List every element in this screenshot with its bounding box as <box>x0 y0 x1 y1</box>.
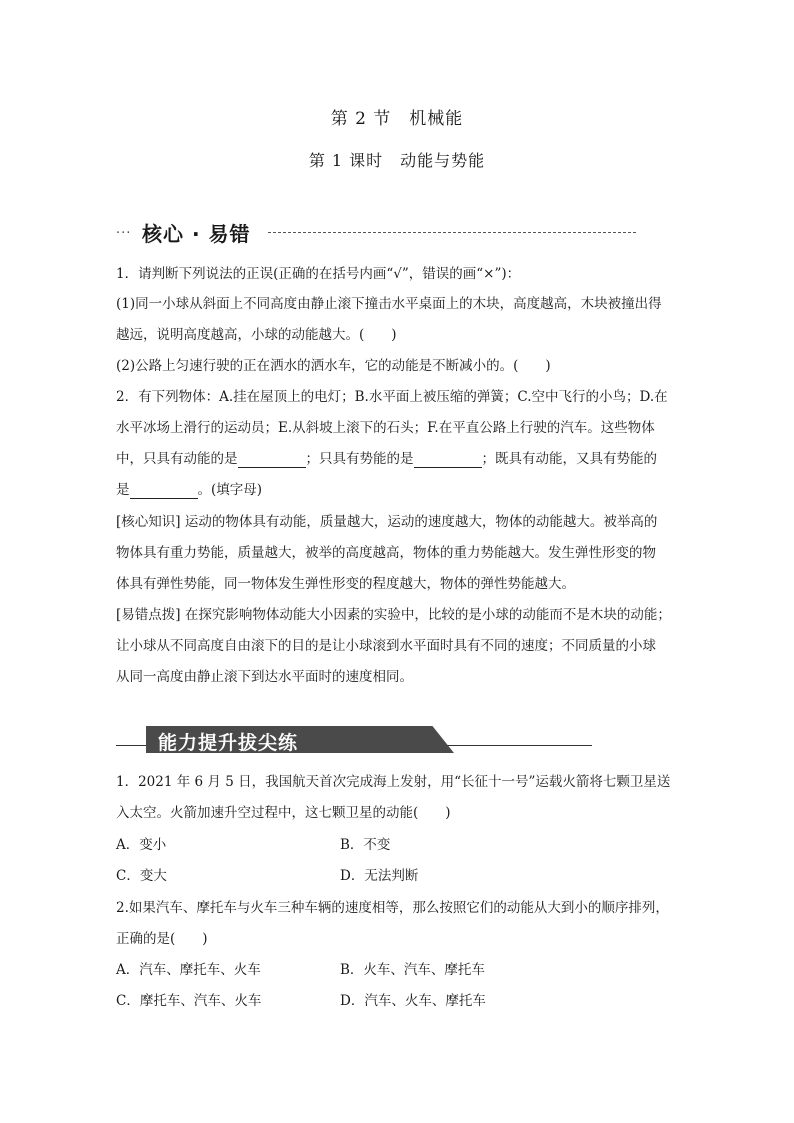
core-knowledge-line3: 体具有弹性势能，同一物体发生弹性形变的程度越大，物体的弹性势能越大。 <box>116 576 575 592</box>
core-tip-line2: 让小球从不同高度自由滚下的目的是让小球滚到水平面时具有不同的速度；不同质量的小球 <box>116 638 656 654</box>
core-knowledge-line1: [核心知识] 运动的物体具有动能，质量越大，运动的速度越大，物体的动能越大。被举高的 <box>116 514 658 530</box>
core-knowledge-line2: 物体具有重力势能，质量越大，被举的高度越高，物体的重力势能越大。发生弹性形变的物 <box>116 545 656 561</box>
core-q2-line2: 水平冰场上滑行的运动员；E.从斜坡上滚下的石头；F.在平直公路上行驶的汽车。这些物体 <box>116 420 655 436</box>
core-section-heading: 核心 · 易错 <box>142 222 251 246</box>
core-q2-text4: 是 <box>116 482 130 498</box>
core-q2-line1: 2．有下列物体：A.挂在屋顶上的电灯；B.水平面上被压缩的弹簧；C.空中飞行的小鸟；D.在 <box>116 389 668 405</box>
core-tip-line3: 从同一高度由静止滚下到达水平面时的速度相同。 <box>116 669 413 685</box>
core-q1-item2: (2)公路上匀速行驶的正在洒水的洒水车，它的动能是不断减小的。( ) <box>116 358 551 374</box>
dashed-divider <box>268 232 636 233</box>
ability-q1-option-b[interactable]: B．不变 <box>340 837 391 853</box>
core-q2-text3: ；既具有动能，又具有势能的 <box>481 451 657 467</box>
ability-q2-line1: 2.如果汽车、摩托车与火车三种车辆的速度相等，那么按照它们的动能从大到小的顺序排列， <box>116 900 669 916</box>
core-q1-stem: 1．请判断下列说法的正误(正确的在括号内画“√”，错误的画“×”)： <box>116 266 521 282</box>
core-q2-line3 <box>116 447 688 468</box>
core-q1-item1-line2: 越远，说明高度越高，小球的动能越大。( ) <box>116 327 397 343</box>
ability-section-header <box>116 726 592 756</box>
ability-q1-line2: 入太空。火箭加速升空过程中，这七颗卫星的动能( ) <box>116 805 451 821</box>
core-section-header <box>116 218 642 246</box>
ability-q1-line1: 1．2021 年 6 月 5 日，我国航天首次完成海上发射，用“长征十一号”运载火箭将七颗卫星送 <box>116 774 671 790</box>
ability-q2-option-a[interactable]: A．汽车、摩托车、火车 <box>116 962 261 978</box>
answer-blank-potential-only[interactable] <box>414 451 482 468</box>
core-q2-text1: 中，只具有动能的是 <box>116 451 238 467</box>
ability-q2-line2: 正确的是( ) <box>116 931 208 947</box>
core-q2-text5: 。(填字母) <box>197 482 263 498</box>
core-q1-item1-line1: (1)同一小球从斜面上不同高度由静止滚下撞击水平桌面上的木块，高度越高，木块被撞出得 <box>116 296 662 312</box>
section-leader-dots: ··· <box>116 226 132 241</box>
core-q2-line4 <box>116 478 688 499</box>
lesson-title: 第 1 课时 动能与势能 <box>308 151 486 170</box>
core-tip-line1: [易错点拨] 在探究影响物体动能大小因素的实验中，比较的是小球的动能而不是木块的动能； <box>116 607 671 623</box>
ability-q1-option-c[interactable]: C．变大 <box>116 868 167 884</box>
section-title: 第 2 节 机械能 <box>330 109 464 129</box>
answer-blank-both[interactable] <box>130 482 198 499</box>
answer-blank-kinetic-only[interactable] <box>238 451 306 468</box>
ability-q2-option-c[interactable]: C．摩托车、汽车、火车 <box>116 993 262 1009</box>
ability-section-heading: 能力提升拔尖练 <box>158 732 299 754</box>
ability-q1-option-a[interactable]: A．变小 <box>116 837 167 853</box>
core-q2-text2: ；只具有势能的是 <box>305 451 414 467</box>
ability-q2-option-d[interactable]: D．汽车、火车、摩托车 <box>340 993 486 1009</box>
ability-q2-option-b[interactable]: B．火车、汽车、摩托车 <box>340 962 485 978</box>
ability-q1-option-d[interactable]: D．无法判断 <box>340 868 419 884</box>
